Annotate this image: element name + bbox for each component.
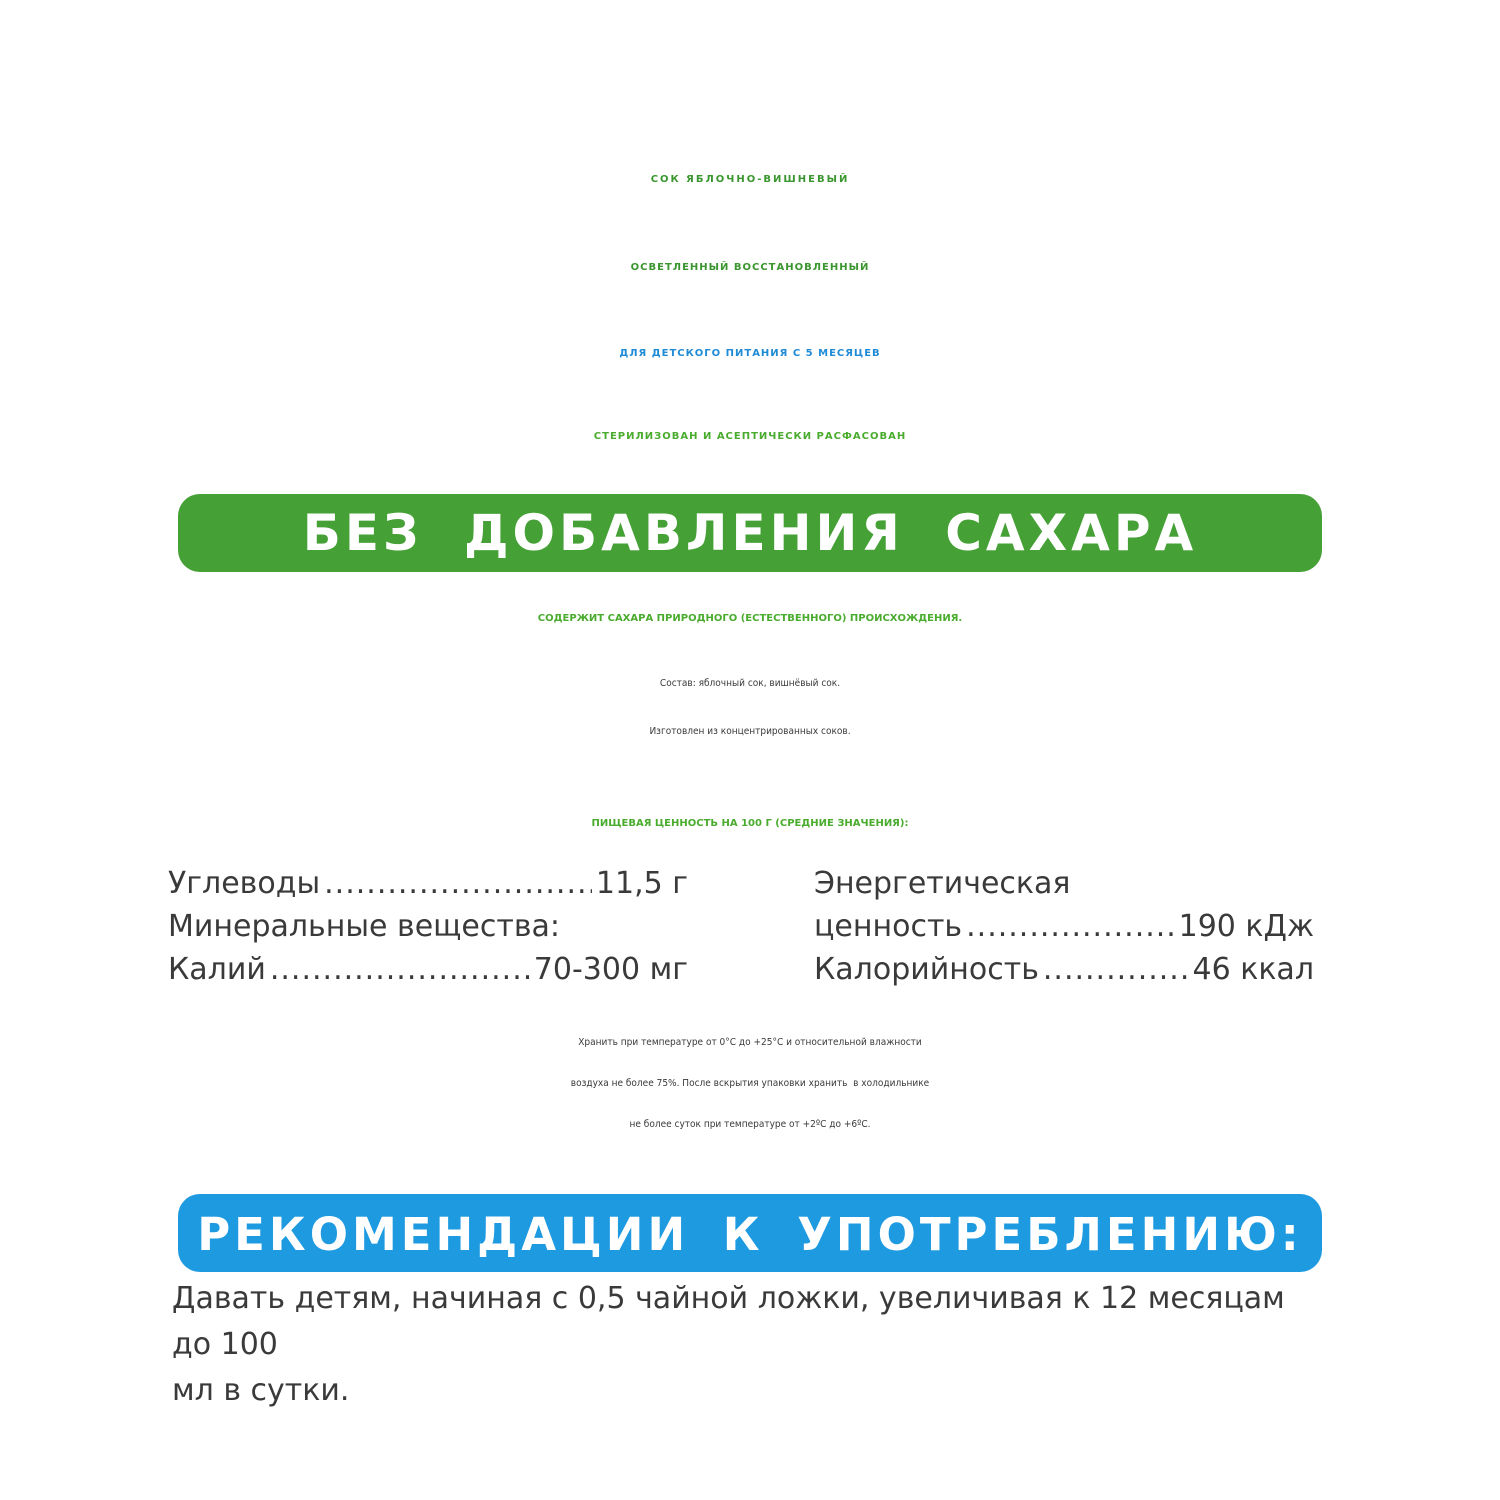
recommendations-text [172,1276,1332,1414]
storage-line-3: не более суток при температуре от +2ºС до +6ºС. [629,1119,871,1130]
composition-line-2: Изготовлен из концентрированных соков. [649,726,851,737]
nutrition-left-column [168,862,688,991]
processing-note: СТЕРИЛИЗОВАН И АСЕПТИЧЕСКИ РАСФАСОВАН [593,431,907,442]
recommendations-banner [178,1194,1322,1272]
age-recommendation: ДЛЯ ДЕТСКОГО ПИТАНИЯ С 5 МЕСЯЦЕВ [619,348,881,359]
no-added-sugar-text: БЕЗ ДОБАВЛЕНИЯ САХАРА [302,504,1198,562]
nutrition-row-calories [814,948,1314,991]
nutrition-row-minerals [168,905,688,948]
storage-line-2: воздуха не более 75%. После вскрытия упаковки хранить в холодильнике [570,1078,930,1089]
recommendations-title: РЕКОМЕНДАЦИИ К УПОТРЕБЛЕНИЮ: [197,1208,1303,1261]
product-title-line-2: ОСВЕТЛЕННЫЙ ВОССТАНОВЛЕННЫЙ [630,262,870,273]
composition-block [0,660,1500,756]
calories-label: Калорийность [814,952,1039,987]
nutrition-row-potassium [168,948,688,991]
dot-leader [966,905,1174,948]
carbs-label: Углеводы [168,866,321,901]
nutrition-row-carbs [168,862,688,905]
dot-leader [324,862,592,905]
calories-value: 46 ккал [1192,952,1314,987]
dot-leader [270,948,530,991]
storage-instructions [0,1022,1500,1145]
minerals-label: Минеральные вещества: [168,909,561,944]
natural-sugar-note: СОДЕРЖИТ САХАРА ПРИРОДНОГО (ЕСТЕСТВЕННОГО) ПРОИСХОЖДЕНИЯ. [537,613,963,624]
potassium-label: Калий [168,952,266,987]
carbs-value: 11,5 г [595,866,688,901]
composition-line-1: Состав: яблочный сок, вишнёвый сок. [659,678,841,689]
no-added-sugar-banner [178,494,1322,572]
nutrition-title: ПИЩЕВАЯ ЦЕННОСТЬ НА 100 Г (СРЕДНИЕ ЗНАЧЕНИЯ): [591,818,909,829]
energy-label-line-1: Энергетическая [814,866,1071,901]
recommendations-line-1: Давать детям, начиная с 0,5 чайной ложки, увеличивая к 12 месяцам до 100 [172,1281,1285,1362]
energy-value: 190 кДж [1178,909,1314,944]
nutrition-row-energy [814,905,1314,948]
energy-label-line-2: ценность [814,909,963,944]
dot-leader [1043,948,1189,991]
storage-line-1: Хранить при температуре от 0°С до +25°С и относительной влажности [578,1037,922,1048]
recommendations-line-2: мл в сутки. [172,1373,350,1408]
potassium-value: 70-300 мг [533,952,688,987]
nutrition-row-energy-label [814,862,1314,905]
product-title-line-1: СОК ЯБЛОЧНО-ВИШНЕВЫЙ [650,174,850,185]
nutrition-right-column [814,862,1314,991]
